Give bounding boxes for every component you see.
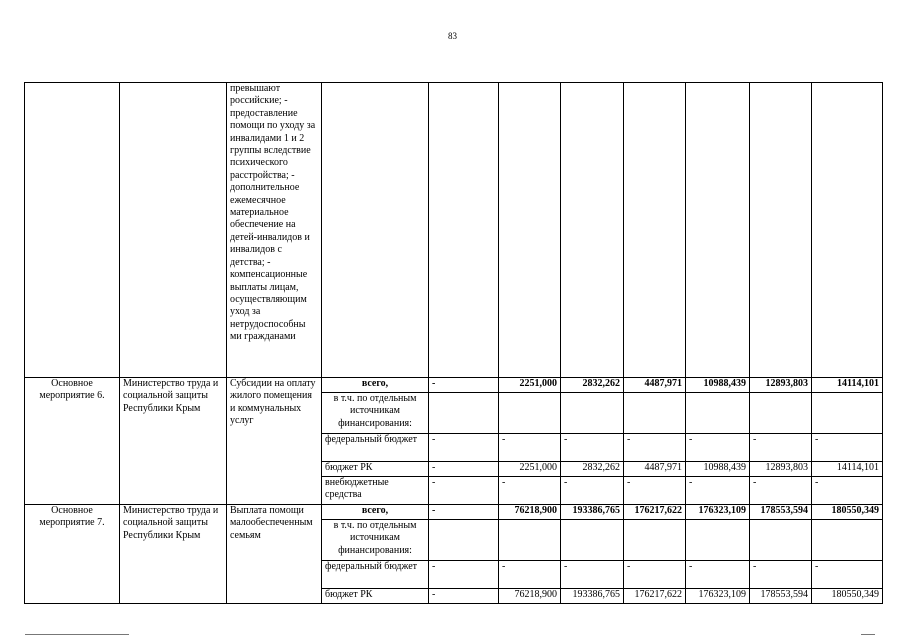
continuation-value-cell [750,83,812,378]
continuation-value-cell [812,83,883,378]
amount-cell: - [812,434,883,462]
amount-cell: - [499,434,561,462]
amount-cell: 193386,765 [561,505,624,520]
amount-cell: - [812,477,883,505]
amount-cell: - [812,561,883,589]
activity-executor: Министерство труда и социальной защиты Республики Крым [120,505,227,604]
amount-cell: 4487,971 [624,462,686,477]
amount-cell [624,520,686,561]
amount-cell: 2832,262 [561,462,624,477]
amount-cell: 12893,803 [750,378,812,393]
amount-cell: - [686,477,750,505]
continuation-name-cell [25,83,120,378]
amount-cell: 180550,349 [812,589,883,604]
continuation-value-cell [624,83,686,378]
amount-cell: 176217,622 [624,505,686,520]
amount-cell: - [561,561,624,589]
amount-cell: - [750,477,812,505]
amount-cell [750,520,812,561]
amount-cell: 2832,262 [561,378,624,393]
continuation-value-cell [499,83,561,378]
amount-cell: 76218,900 [499,589,561,604]
amount-cell: 176323,109 [686,505,750,520]
amount-cell: - [624,477,686,505]
dash-cell [429,393,499,434]
amount-cell [750,393,812,434]
continuation-description: превышают российские; - предоставление помощи по уходу за инвалидами 1 и 2 группы вследствие психического расстройства; - дополнительное ежемесячное материальное обеспечение на детей-инвалидов и инвалидов с детства; - компенсационные выплаты лицам, осуществляющим уход за нетрудоспособны ми гражданами [227,83,322,378]
funding-source-label: всего, [322,505,429,520]
funding-source-label: внебюджетные средства [322,477,429,505]
amount-cell: - [624,434,686,462]
dash-cell: - [429,462,499,477]
dash-cell: - [429,505,499,520]
amount-cell [561,520,624,561]
amount-cell: 178553,594 [750,589,812,604]
activity-executor: Министерство труда и социальной защиты Республики Крым [120,378,227,505]
amount-cell: - [686,561,750,589]
activity-description: Субсидии на оплату жилого помещения и коммунальных услуг [227,378,322,505]
page-number: 83 [448,31,457,41]
amount-cell: 178553,594 [750,505,812,520]
amount-cell [812,393,883,434]
amount-cell: 193386,765 [561,589,624,604]
funding-source-label: федеральный бюджет [322,561,429,589]
funding-source-label: в т.ч. по отдельным источникам финансирования: [322,393,429,434]
amount-cell: 10988,439 [686,378,750,393]
amount-cell: - [561,477,624,505]
footer-rule [25,634,129,635]
funding-source-label: всего, [322,378,429,393]
continuation-executor-cell [120,83,227,378]
funding-source-label: бюджет РК [322,589,429,604]
amount-cell: 176323,109 [686,589,750,604]
amount-cell: - [499,477,561,505]
amount-cell: - [624,561,686,589]
amount-cell: - [686,434,750,462]
amount-cell [499,393,561,434]
amount-cell [812,520,883,561]
activity-name: Основное мероприятие 7. [25,505,120,604]
amount-cell [686,393,750,434]
funding-source-label: федеральный бюджет [322,434,429,462]
amount-cell [499,520,561,561]
activity-description: Выплата помощи малообеспеченным семьям [227,505,322,604]
footer-rule [861,634,875,635]
dash-cell: - [429,477,499,505]
amount-cell: 2251,000 [499,378,561,393]
dash-cell: - [429,434,499,462]
amount-cell: - [499,561,561,589]
dash-cell: - [429,378,499,393]
activity-name: Основное мероприятие 6. [25,378,120,505]
dash-cell: - [429,589,499,604]
amount-cell: 12893,803 [750,462,812,477]
amount-cell: 180550,349 [812,505,883,520]
table-row [25,378,883,393]
amount-cell [624,393,686,434]
amount-cell: - [750,434,812,462]
table-row [25,505,883,520]
amount-cell [561,393,624,434]
amount-cell: 176217,622 [624,589,686,604]
amount-cell: - [750,561,812,589]
budget-table [24,82,883,604]
dash-cell [429,520,499,561]
funding-source-label: бюджет РК [322,462,429,477]
amount-cell: 4487,971 [624,378,686,393]
amount-cell: 14114,101 [812,378,883,393]
funding-source-label: в т.ч. по отдельным источникам финансирования: [322,520,429,561]
amount-cell [686,520,750,561]
continuation-value-cell [686,83,750,378]
continuation-label-cell [322,83,429,378]
amount-cell: 2251,000 [499,462,561,477]
continuation-value-cell [561,83,624,378]
continuation-dash-cell [429,83,499,378]
amount-cell: 14114,101 [812,462,883,477]
continuation-row [25,83,883,378]
dash-cell: - [429,561,499,589]
amount-cell: - [561,434,624,462]
amount-cell: 10988,439 [686,462,750,477]
amount-cell: 76218,900 [499,505,561,520]
